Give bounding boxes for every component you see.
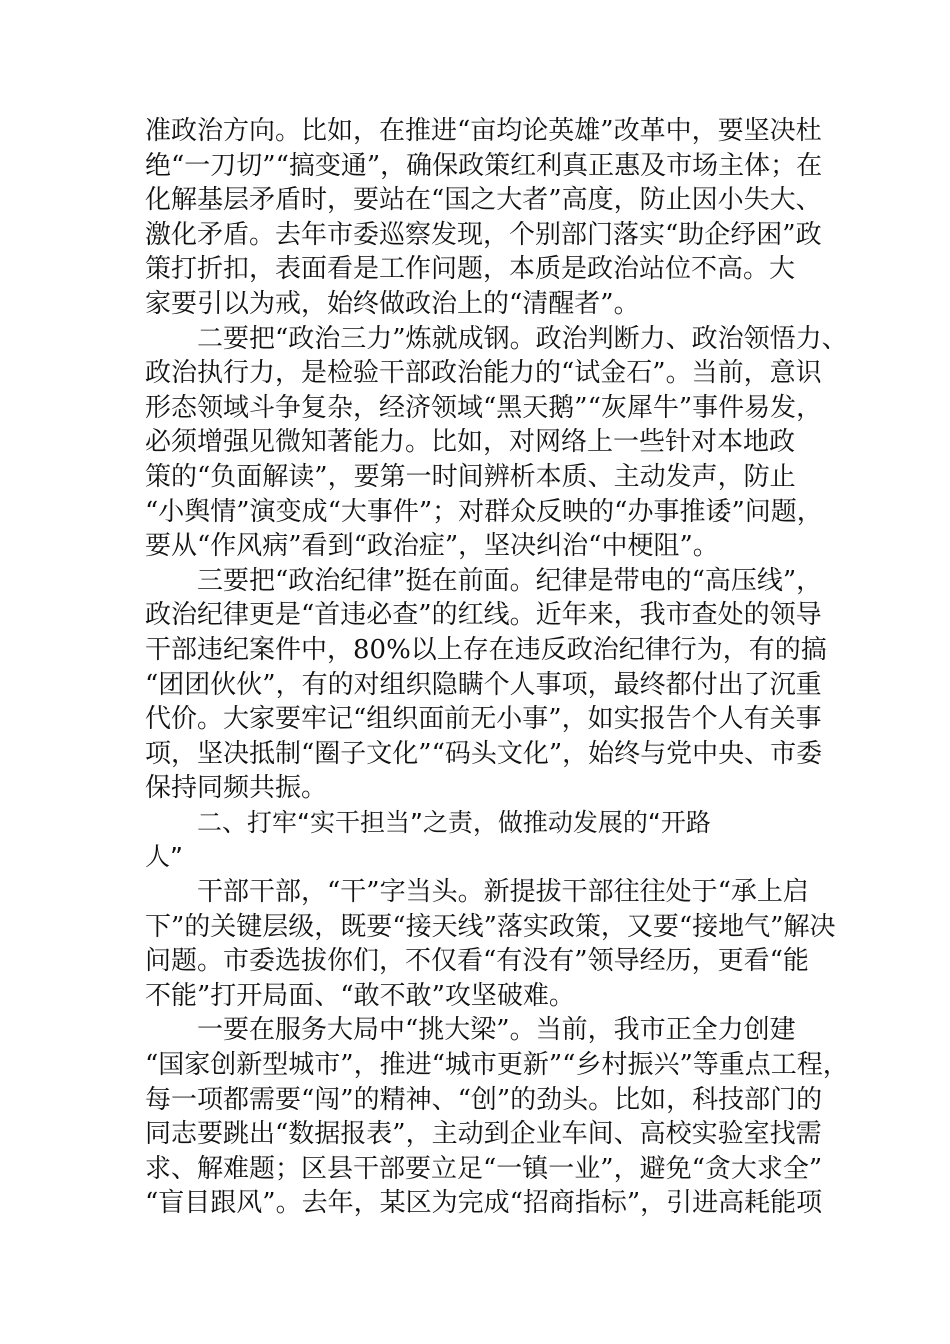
paragraph-first-line: 一要在服务大局中“挑大梁”。当前，我市正全力创建 xyxy=(197,1015,796,1046)
text-line: 项，坚决抵制“圈子文化”“码头文化”，始终与党中央、市委 xyxy=(145,738,823,769)
text-line: 政治执行力，是检验干部政治能力的“试金石”。当前，意识 xyxy=(145,358,822,389)
text-line: 策打折扣，表面看是工作问题，本质是政治站位不高。大 xyxy=(145,254,796,285)
text-line: 必须增强见微知著能力。比如，对网络上一些针对本地政 xyxy=(145,427,796,458)
text-line: 干部违纪案件中，80%以上存在违反政治纪律行为，有的搞 xyxy=(145,634,827,665)
text-line: 政治纪律更是“首违必查”的红线。近年来，我市查处的领导 xyxy=(145,600,822,631)
document-body xyxy=(145,114,849,1221)
text-line: 问题。市委选拔你们，不仅看“有没有”领导经历，更看“能 xyxy=(145,946,809,977)
text-line: “小舆情”演变成“大事件”；对群众反映的“办事推诿”问题， xyxy=(145,496,823,527)
text-line: 家要引以为戒，始终做政治上的“清醒者”。 xyxy=(145,288,640,319)
text-line: 形态领域斗争复杂，经济领域“黑天鹅”“灰犀牛”事件易发， xyxy=(145,392,823,423)
text-line: 代价。大家要牢记“组织面前无小事”，如实报告个人有关事 xyxy=(145,704,822,735)
text-line: 化解基层矛盾时，要站在“国之大者”高度，防止因小失大、 xyxy=(145,185,822,216)
text-line: 同志要跳出“数据报表”，主动到企业车间、高校实验室找需 xyxy=(145,1119,822,1150)
section-heading-line: 二、打牢“实干担当”之责，做推动发展的“开路 xyxy=(197,807,711,837)
text-line: 激化矛盾。去年市委巡察发现，个别部门落实“助企纾困”政 xyxy=(145,219,822,250)
text-line: 要从“作风病”看到“政治症”，坚决纠治“中梗阻”。 xyxy=(145,531,719,562)
text-line: 绝“一刀切”“搞变通”，确保政策红利真正惠及市场主体；在 xyxy=(145,150,823,181)
text-line: 保持同频共振。 xyxy=(145,773,328,804)
text-line: “团团伙伙”，有的对组织隐瞒个人事项，最终都付出了沉重 xyxy=(145,669,822,700)
text-line: 不能”打开局面、“敢不敢”攻坚破难。 xyxy=(145,980,575,1011)
text-line: “盲目跟风”。去年，某区为完成“招商指标”，引进高耗能项 xyxy=(145,1188,823,1219)
text-line: 下”的关键层级，既要“接天线”落实政策，又要“接地气”解决 xyxy=(145,911,836,942)
paragraph-first-line: 干部干部，“干”字当头。新提拔干部往往处于“承上启 xyxy=(197,877,809,908)
paragraph-first-line: 二要把“政治三力”炼就成钢。政治判断力、政治领悟力、 xyxy=(197,323,848,354)
text-line: 求、解难题；区县干部要立足“一镇一业”，避免“贪大求全” xyxy=(145,1153,823,1184)
text-line: “国家创新型城市”，推进“城市更新”“乡村振兴”等重点工程， xyxy=(145,1050,849,1081)
text-line: 策的“负面解读”，要第一时间辨析本质、主动发声，防止 xyxy=(145,461,796,492)
section-heading-line: 人” xyxy=(145,842,183,872)
text-line: 每一项都需要“闯”的精神、“创”的劲头。比如，科技部门的 xyxy=(145,1084,823,1115)
text-line: 准政治方向。比如，在推进“亩均论英雄”改革中，要坚决杜 xyxy=(145,116,822,146)
paragraph-first-line: 三要把“政治纪律”挺在前面。纪律是带电的“高压线”， xyxy=(197,565,823,596)
